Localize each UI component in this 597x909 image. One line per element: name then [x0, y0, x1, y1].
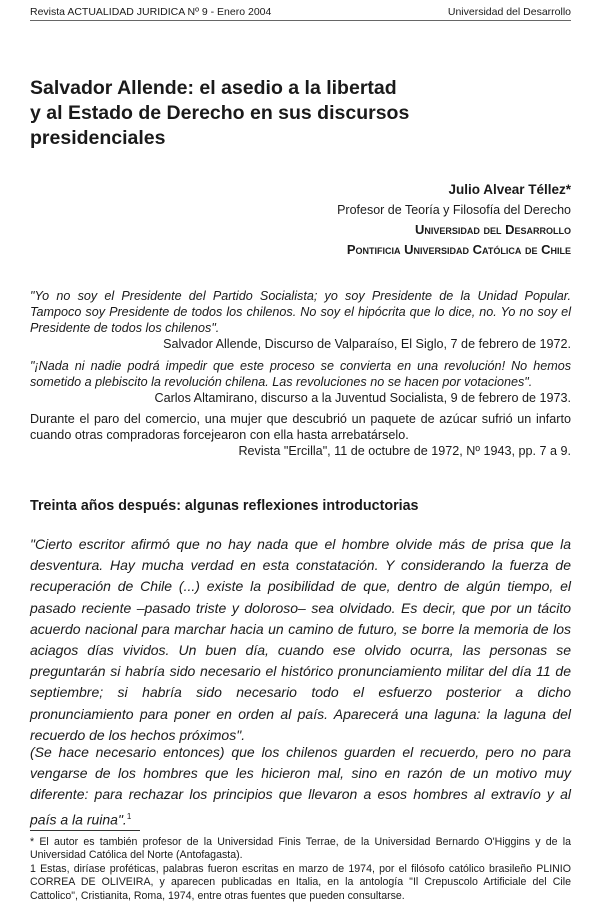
epigraph-2	[30, 358, 571, 406]
title-line: presidenciales	[30, 127, 166, 149]
header-journal: Revista ACTUALIDAD JURIDICA Nº 9 - Enero 2004	[30, 6, 272, 18]
footnote: * El autor es también profesor de la Universidad Finis Terrae, de la Universidad Bernardo O'Higgins y de la Universidad Católica del Norte (Antofagasta).	[30, 836, 571, 862]
body-paragraph	[30, 742, 571, 830]
epigraph-1	[30, 288, 571, 352]
footnote-marker[interactable]: 1	[126, 811, 132, 821]
footnote: 1 Estas, diríase proféticas, palabras fueron escritas en marzo de 1974, por el filósofo católico brasileño PLINIO CORREA DE OLIVEIRA, y aparecen publicadas en Italia, en la antología "Il Crepuscolo Artificiale del Cile Cattolico", Cristianita, Roma, 1974, entre otras fuentes que pueden consultarse.	[30, 862, 571, 902]
article-title	[30, 76, 560, 151]
header-university: Universidad del Desarrollo	[447, 6, 571, 18]
epigraph-source: Revista "Ercilla", 11 de octubre de 1972, Nº 1943, pp. 7 a 9.	[238, 444, 571, 458]
epigraph-source: Carlos Altamirano, discurso a la Juventud Socialista, 9 de febrero de 1973.	[154, 391, 571, 405]
footnotes	[30, 836, 571, 903]
title-line: y al Estado de Derecho en sus discursos	[30, 102, 410, 124]
author-university: Universidad del Desarrollo	[414, 222, 571, 237]
epigraph-quote: "Yo no soy el Presidente del Partido Socialista; yo soy Presidente de la Unidad Popular. Tampoco soy Presidente de todos los chilenos. No soy el hipócrita que lo dice, no. Yo no soy el Presidente de todos los chilenos".	[30, 289, 571, 335]
author-position: Profesor de Teoría y Filosofía del Derecho	[337, 203, 571, 217]
epigraph-text: Durante el paro del comercio, una mujer que descubrió un paquete de azúcar sufrió un infarto cuando otras compradoras forcejearon con ella hasta arrebatárselo.	[30, 412, 571, 442]
epigraph-source: Salvador Allende, Discurso de Valparaíso, El Siglo, 7 de febrero de 1972.	[163, 337, 571, 351]
epigraph-3	[30, 411, 571, 459]
running-header	[30, 6, 571, 21]
title-line: Salvador Allende: el asedio a la libertad	[30, 77, 397, 99]
paragraph-text: (Se hace necesario entonces) que los chilenos guarden el recuerdo, pero no para vengarse de los hombres que les hicieron mal, sino en razón de un motivo muy diferente: para rechazar los principios que llevaron a esos hombres al extravío y al país a la ruina".	[30, 744, 571, 828]
author-name: Julio Alvear Téllez*	[448, 182, 571, 197]
footnote-separator	[30, 830, 140, 831]
epigraph-quote: "¡Nada ni nadie podrá impedir que este proceso se convierta en una revolución! No hemos sometido a plebiscito la revolución chilena. Las revoluciones no se hacen por votaciones".	[30, 359, 571, 389]
body-paragraph	[30, 534, 571, 746]
author-university-2: Pontificia Universidad Católica de Chile	[346, 242, 571, 257]
paragraph-text: "Cierto escritor afirmó que no hay nada que el hombre olvide más de prisa que la desventura. Hay mucha verdad en esta constatación. Y considerando la fuerza de recuperación de Chile (...) existe la posibilidad de que, dentro de algún tiempo, el pasado reciente –pasado triste y doloroso– sea olvidado. Es decir, que por un tácito acuerdo nacional para marchar hacia un camino de futuro, se borre la memoria de los aciagos días vividos. Un buen día, cuando ese olvido ocurra, las personas se preguntarán si habría sido necesario el histórico pronunciamiento militar del día 11 de septiembre; si habría sido necesario todo el esfuerzo posterior a dicho pronunciamiento para poner en orden al país. Aparecerá una laguna: la laguna del recuerdo de los hechos próximos".	[30, 536, 571, 743]
section-heading: Treinta años después: algunas reflexiones introductorias	[30, 498, 419, 514]
author-block	[337, 180, 571, 260]
